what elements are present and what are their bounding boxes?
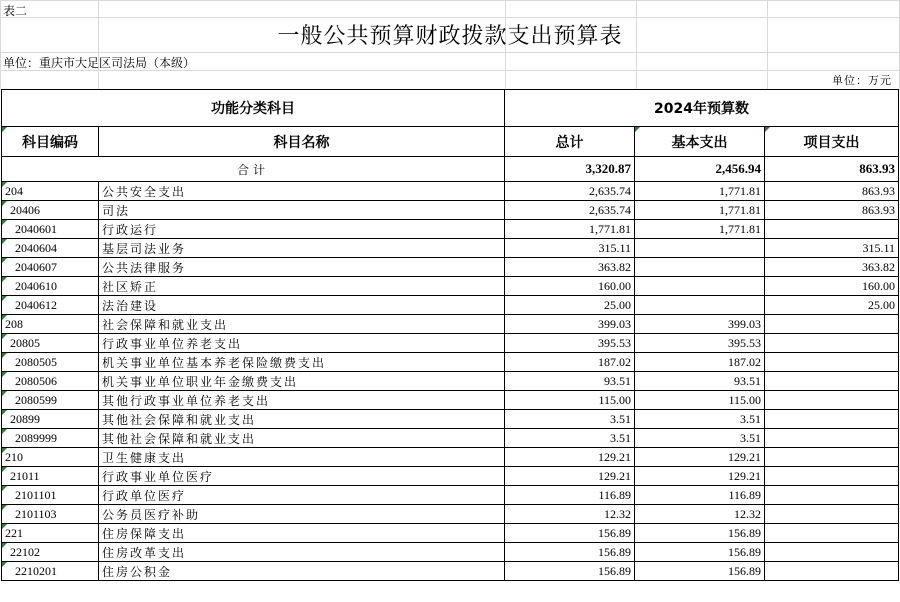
row-code: 2040610 <box>2 277 99 296</box>
table-row <box>2 296 899 315</box>
row-total: 116.89 <box>505 486 635 505</box>
row-project <box>765 505 899 524</box>
table-row <box>2 505 899 524</box>
row-project: 363.82 <box>765 258 899 277</box>
row-name: 机关事业单位职业年金缴费支出 <box>99 372 505 391</box>
row-project <box>765 391 899 410</box>
table-row <box>2 543 899 562</box>
row-total: 129.21 <box>505 448 635 467</box>
row-name: 社区矫正 <box>99 277 505 296</box>
unit-label: 单位：重庆市大足区司法局（本级） <box>3 56 196 70</box>
row-basic: 187.02 <box>635 353 765 372</box>
row-project <box>765 334 899 353</box>
table-body <box>2 182 899 581</box>
row-code: 2040612 <box>2 296 99 315</box>
row-total: 93.51 <box>505 372 635 391</box>
row-code: 208 <box>2 315 99 334</box>
table-row <box>2 315 899 334</box>
budget-table <box>1 89 899 581</box>
table-row <box>2 429 899 448</box>
row-name: 法治建设 <box>99 296 505 315</box>
row-total: 399.03 <box>505 315 635 334</box>
row-name: 住房公积金 <box>99 562 505 581</box>
row-name: 机关事业单位基本养老保险缴费支出 <box>99 353 505 372</box>
row-name: 行政运行 <box>99 220 505 239</box>
row-basic: 3.51 <box>635 429 765 448</box>
header-total: 总计 <box>505 127 635 157</box>
table-row <box>2 334 899 353</box>
row-code: 2080505 <box>2 353 99 372</box>
table-row <box>2 410 899 429</box>
row-name: 行政单位医疗 <box>99 486 505 505</box>
row-name: 基层司法业务 <box>99 239 505 258</box>
row-name: 行政事业单位养老支出 <box>99 334 505 353</box>
header-name: 科目名称 <box>99 127 505 157</box>
row-total: 3.51 <box>505 410 635 429</box>
table-row <box>2 562 899 581</box>
row-basic <box>635 239 765 258</box>
row-basic: 116.89 <box>635 486 765 505</box>
row-name: 住房保障支出 <box>99 524 505 543</box>
currency-unit-label: 单位：万元 <box>832 74 892 87</box>
basic-value: 2,456.94 <box>635 157 765 182</box>
row-basic: 156.89 <box>635 562 765 581</box>
row-project <box>765 543 899 562</box>
row-name: 卫生健康支出 <box>99 448 505 467</box>
table-header-row <box>2 90 899 127</box>
row-basic: 129.21 <box>635 448 765 467</box>
row-code: 2040607 <box>2 258 99 277</box>
row-code: 2089999 <box>2 429 99 448</box>
total-value: 3,320.87 <box>505 157 635 182</box>
row-project <box>765 429 899 448</box>
row-basic <box>635 296 765 315</box>
page-title: 一般公共预算财政拨款支出预算表 <box>277 24 623 49</box>
row-code: 2101101 <box>2 486 99 505</box>
row-total: 1,771.81 <box>505 220 635 239</box>
row-name: 住房改革支出 <box>99 543 505 562</box>
row-basic <box>635 277 765 296</box>
table-row <box>2 239 899 258</box>
row-project <box>765 410 899 429</box>
table-row <box>2 220 899 239</box>
row-total: 156.89 <box>505 543 635 562</box>
row-project <box>765 220 899 239</box>
header-basic: 基本支出 <box>635 127 765 157</box>
row-basic: 3.51 <box>635 410 765 429</box>
row-name: 司法 <box>99 201 505 220</box>
row-basic: 395.53 <box>635 334 765 353</box>
row-code: 2210201 <box>2 562 99 581</box>
row-total: 115.00 <box>505 391 635 410</box>
row-basic: 129.21 <box>635 467 765 486</box>
row-basic: 115.00 <box>635 391 765 410</box>
row-code: 210 <box>2 448 99 467</box>
row-total: 187.02 <box>505 353 635 372</box>
row-basic: 93.51 <box>635 372 765 391</box>
sheet-tag: 表二 <box>3 4 28 18</box>
row-project <box>765 372 899 391</box>
row-project: 863.93 <box>765 201 899 220</box>
row-code: 204 <box>2 182 99 201</box>
row-total: 160.00 <box>505 277 635 296</box>
row-code: 2040601 <box>2 220 99 239</box>
row-name: 其他行政事业单位养老支出 <box>99 391 505 410</box>
row-total: 2,635.74 <box>505 201 635 220</box>
row-project: 863.93 <box>765 182 899 201</box>
row-code: 221 <box>2 524 99 543</box>
row-project <box>765 562 899 581</box>
row-total: 315.11 <box>505 239 635 258</box>
table-row <box>2 277 899 296</box>
row-name: 公务员医疗补助 <box>99 505 505 524</box>
table-row <box>2 467 899 486</box>
row-project <box>765 448 899 467</box>
row-name: 公共安全支出 <box>99 182 505 201</box>
row-basic: 399.03 <box>635 315 765 334</box>
row-code: 2080506 <box>2 372 99 391</box>
table-row <box>2 201 899 220</box>
row-total: 25.00 <box>505 296 635 315</box>
row-total: 395.53 <box>505 334 635 353</box>
header-budget-year: 2024年预算数 <box>505 90 899 127</box>
row-total: 3.51 <box>505 429 635 448</box>
row-project <box>765 486 899 505</box>
row-project: 315.11 <box>765 239 899 258</box>
table-row <box>2 258 899 277</box>
row-code: 2040604 <box>2 239 99 258</box>
row-total: 2,635.74 <box>505 182 635 201</box>
table-row <box>2 391 899 410</box>
row-code: 2080599 <box>2 391 99 410</box>
row-name: 其他社会保障和就业支出 <box>99 410 505 429</box>
row-basic: 156.89 <box>635 524 765 543</box>
row-project: 160.00 <box>765 277 899 296</box>
header-project: 项目支出 <box>765 127 899 157</box>
row-name: 其他社会保障和就业支出 <box>99 429 505 448</box>
header-functional-category: 功能分类科目 <box>2 90 505 127</box>
row-basic: 156.89 <box>635 543 765 562</box>
total-label: 合计 <box>2 157 505 182</box>
row-project <box>765 315 899 334</box>
total-row <box>2 157 899 182</box>
row-project <box>765 353 899 372</box>
row-code: 20406 <box>2 201 99 220</box>
row-code: 20805 <box>2 334 99 353</box>
row-project: 25.00 <box>765 296 899 315</box>
table-row <box>2 353 899 372</box>
row-name: 公共法律服务 <box>99 258 505 277</box>
table-row <box>2 448 899 467</box>
row-basic: 1,771.81 <box>635 201 765 220</box>
table-row <box>2 486 899 505</box>
row-code: 20899 <box>2 410 99 429</box>
row-total: 156.89 <box>505 562 635 581</box>
row-total: 156.89 <box>505 524 635 543</box>
header-code: 科目编码 <box>2 127 99 157</box>
row-name: 行政事业单位医疗 <box>99 467 505 486</box>
row-code: 22102 <box>2 543 99 562</box>
row-total: 129.21 <box>505 467 635 486</box>
row-code: 21011 <box>2 467 99 486</box>
row-basic <box>635 258 765 277</box>
table-row <box>2 372 899 391</box>
row-basic: 1,771.81 <box>635 182 765 201</box>
row-total: 363.82 <box>505 258 635 277</box>
row-project <box>765 524 899 543</box>
row-basic: 1,771.81 <box>635 220 765 239</box>
table-row <box>2 182 899 201</box>
project-value: 863.93 <box>765 157 899 182</box>
row-code: 2101103 <box>2 505 99 524</box>
table-row <box>2 524 899 543</box>
row-basic: 12.32 <box>635 505 765 524</box>
row-total: 12.32 <box>505 505 635 524</box>
table-subheader-row <box>2 127 899 157</box>
row-name: 社会保障和就业支出 <box>99 315 505 334</box>
row-project <box>765 467 899 486</box>
